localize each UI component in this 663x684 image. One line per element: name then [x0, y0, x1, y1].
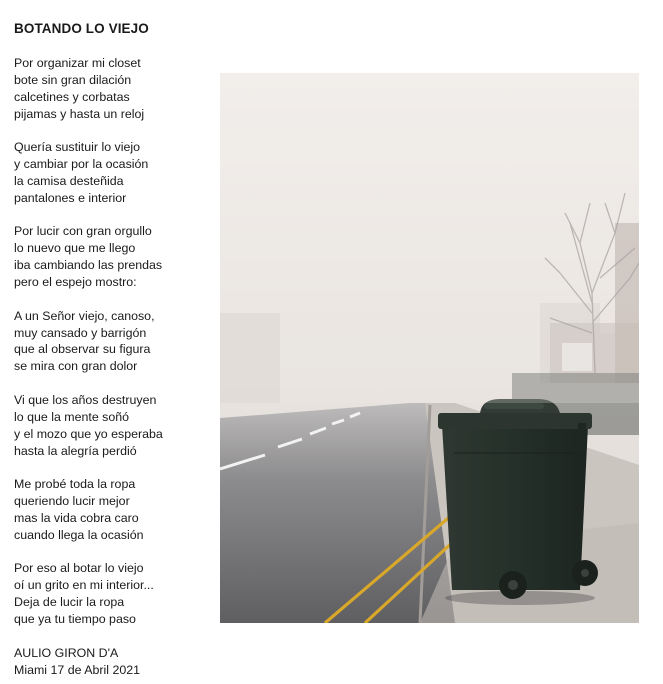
poem-line: pijamas y hasta un reloj — [14, 106, 145, 121]
poem-line: A un Señor viejo, canoso, — [14, 308, 155, 323]
poem-line: iba cambiando las prendas — [14, 258, 163, 273]
poem-line: mas la vida cobra caro — [14, 510, 139, 525]
poem-line: cuando llega la ocasión — [14, 527, 144, 542]
poem-line: hasta la alegría perdió — [14, 443, 137, 458]
poem-line: lo que la mente soñó — [14, 409, 130, 424]
trash-bin — [438, 399, 598, 605]
poem-stanza — [14, 392, 214, 460]
poem-line: pantalones e interior — [14, 190, 127, 205]
poem-line: Por eso al botar lo viejo — [14, 561, 144, 576]
poem-line: Vi que los años destruyen — [14, 392, 157, 407]
poem-stanza — [14, 139, 214, 207]
poem-line: y el mozo que yo esperaba — [14, 426, 163, 441]
poem-stanza — [14, 308, 214, 376]
poem-stanza — [14, 55, 214, 123]
poem-line: calcetines y corbatas — [14, 89, 130, 104]
poem-line: Quería sustituir lo viejo — [14, 140, 141, 155]
poem-line: la camisa desteñida — [14, 174, 124, 189]
poem-stanza — [14, 560, 214, 628]
poem-line: pero el espejo mostro: — [14, 275, 137, 290]
poem-line: se mira con gran dolor — [14, 359, 138, 374]
poem-line: que ya tu tiempo paso — [14, 612, 136, 627]
poem-body — [14, 55, 214, 645]
date-place: Miami 17 de Abril 2021 — [14, 662, 141, 677]
poem-line: muy cansado y barrigón — [14, 325, 147, 340]
poem-line: Por lucir con gran orgullo — [14, 224, 152, 239]
poem-line: Por organizar mi closet — [14, 56, 141, 70]
poem-title: BOTANDO LO VIEJO — [14, 21, 149, 36]
poem-stanza — [14, 476, 214, 544]
poem-line: oí un grito en mi interior... — [14, 578, 154, 593]
poem-line: Deja de lucir la ropa — [14, 595, 125, 610]
poem-line: que al observar su figura — [14, 342, 151, 357]
poem-line: Me probé toda la ropa — [14, 477, 136, 492]
poem-line: lo nuevo que me llego — [14, 241, 136, 256]
poem-line: bote sin gran dilación — [14, 72, 132, 87]
author-name: AULIO GIRON D'A — [14, 646, 119, 660]
poem-signature — [14, 645, 140, 679]
foggy-street-photo — [220, 73, 639, 623]
poem-stanza — [14, 223, 214, 291]
poem-line: y cambiar por la ocasión — [14, 157, 149, 172]
poem-line: queriendo lucir mejor — [14, 494, 130, 508]
